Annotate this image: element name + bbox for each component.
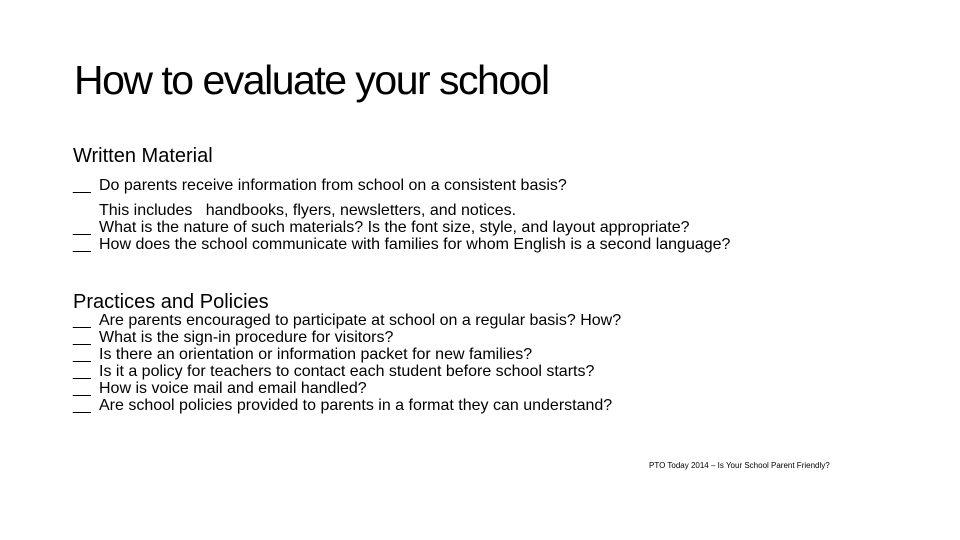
checklist-item	[73, 312, 621, 329]
checklist-item	[73, 236, 730, 253]
checklist-item-text: Are parents encouraged to participate at school on a regular basis? How?	[99, 312, 622, 329]
checkbox-blank: __	[73, 363, 91, 380]
checklist-item-continuation	[99, 202, 516, 219]
section-heading-written-material: Written Material	[73, 145, 213, 167]
checkbox-blank: __	[73, 329, 91, 346]
checklist-item	[73, 177, 567, 194]
checkbox-blank: __	[73, 397, 91, 414]
checklist-item-text: How is voice mail and email handled?	[99, 380, 367, 397]
checklist-item-text: Is there an orientation or information packet for new families?	[99, 346, 533, 363]
checklist-item	[73, 346, 532, 363]
checklist-item	[73, 363, 594, 380]
checklist-item-text: Are school policies provided to parents in a format they can understand?	[99, 397, 613, 414]
footer-citation: PTO Today 2014 – Is Your School Parent Friendly?	[649, 461, 830, 470]
checklist-item-text: How does the school communicate with families for whom English is a second language?	[99, 236, 731, 253]
checklist-item	[73, 380, 367, 397]
checklist-item	[73, 219, 690, 236]
checkbox-blank: __	[73, 219, 91, 236]
checklist-item-text: What is the sign-in procedure for visitors?	[99, 329, 394, 346]
checklist-item-text: Do parents receive information from school on a consistent basis?	[99, 177, 567, 194]
checkbox-blank: __	[73, 346, 91, 363]
checklist-item	[73, 397, 612, 414]
checklist-item-text: This includes handbooks, flyers, newsletters, and notices.	[99, 202, 517, 219]
section-heading-practices-policies: Practices and Policies	[73, 291, 269, 313]
checkbox-blank: __	[73, 236, 91, 253]
checkbox-blank: __	[73, 177, 91, 194]
checklist-item-text: What is the nature of such materials? Is the font size, style, and layout appropriate?	[99, 219, 690, 236]
checklist-item-text: Is it a policy for teachers to contact each student before school starts?	[99, 363, 595, 380]
checkbox-blank: __	[73, 312, 91, 329]
checklist-item	[73, 329, 393, 346]
checkbox-blank: __	[73, 380, 91, 397]
slide-title: How to evaluate your school	[74, 57, 549, 103]
